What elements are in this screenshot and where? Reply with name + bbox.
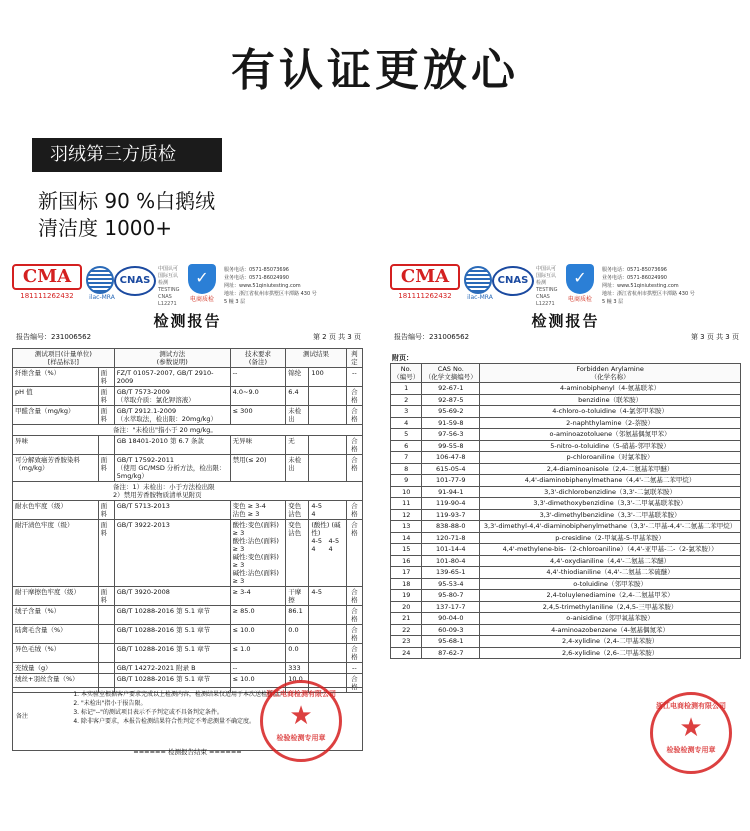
table-cell: 4	[391, 417, 422, 429]
table-cell: 3,3'-dichlorobenzidine（3,3'-二氯联苯胺）	[480, 486, 741, 498]
page-indicator: 第 3 页 共 3 页	[690, 333, 739, 341]
table-cell: 面料	[98, 520, 114, 587]
table-cell: 0.0	[286, 625, 309, 644]
table-cell: 101-14-4	[422, 544, 480, 556]
table-cell: 10	[391, 486, 422, 498]
shield-check-icon: ✓	[188, 264, 216, 294]
ilac-mra-icon	[86, 266, 114, 294]
table-cell: 87-62-7	[422, 647, 480, 659]
table-cell: 6	[391, 440, 422, 452]
table-cell: GB/T 3920-2008	[114, 587, 230, 606]
table-cell: 耐汗渍色牢度（级）	[13, 520, 99, 587]
table-row	[391, 636, 741, 648]
column-header: CAS No. （化学文摘编号）	[422, 364, 480, 383]
table-cell: 甲醛含量（mg/kg）	[13, 406, 99, 425]
certification-logos: CMA 181111262432 ilac-MRA CNAS 中国认可 国际互认 检测 TESTING CNAS L12271 ✓ 电商质检 服务电话：0571-85073696 业务电话：0571-86024990 网址：www.51qiniutesting.com 地址：浙江省杭州市拱墅区丰潭路 430 号 5 幢 3 层	[388, 260, 743, 304]
table-row	[391, 440, 741, 452]
table-row	[13, 436, 363, 455]
table-cell: ≥ 3-4	[230, 587, 286, 606]
table-row	[391, 532, 741, 544]
table-cell: 7	[391, 452, 422, 464]
table-cell: 95-69-2	[422, 406, 480, 418]
table-cell: 合格	[346, 455, 362, 482]
table-row	[391, 601, 741, 613]
table-cell: 8	[391, 463, 422, 475]
table-cell: 合格	[346, 587, 362, 606]
table-cell: (酸性) (碱性) 4-5 4-5 4 4	[309, 520, 346, 587]
table-row	[391, 567, 741, 579]
table-cell: 无	[286, 436, 309, 455]
table-cell: 面料	[98, 501, 114, 520]
table-cell: 面料	[98, 455, 114, 482]
table-cell: o-toluidine（邻甲苯胺）	[480, 578, 741, 590]
table-row	[13, 606, 363, 625]
lab-contact-info: 服务电话：0571-85073696 业务电话：0571-86024990 网址：www.51qiniutesting.com 地址：浙江省杭州市拱墅区丰潭路 430 号 5 幢 3 层	[224, 267, 317, 305]
table-row	[391, 590, 741, 602]
table-cell: 333	[286, 663, 309, 674]
table-cell: GB 18401-2010 第 6.7 条款	[114, 436, 230, 455]
table-cell: 异色毛绒（%）	[13, 644, 99, 663]
table-cell: 90-04-0	[422, 613, 480, 625]
table-cell: 禁用(≤ 20)	[230, 455, 286, 482]
test-report-page-3	[388, 260, 743, 770]
table-cell: ≤ 1.0	[230, 644, 286, 663]
ilac-mra-icon	[464, 266, 492, 294]
appendix-label: 附页：	[392, 354, 413, 362]
table-cell: 137-17-7	[422, 601, 480, 613]
table-row	[391, 509, 741, 521]
table-cell: 86.1	[286, 606, 309, 625]
table-cell: 4-aminoazobenzene（4-氨基偶氮苯）	[480, 624, 741, 636]
table-row	[13, 663, 363, 674]
column-header: No. （编号）	[391, 364, 422, 383]
table-cell	[309, 663, 346, 674]
table-cell	[98, 663, 114, 674]
cma-logo: CMA 181111262432	[12, 264, 82, 302]
table-cell: GB/T 10288-2016 第 5.1 章节	[114, 606, 230, 625]
table-cell: 合格	[346, 644, 362, 663]
table-cell: p-cresidine（2-甲氧基-5-甲基苯胺）	[480, 532, 741, 544]
table-cell: 异味	[13, 436, 99, 455]
table-cell: 未检出	[286, 406, 309, 425]
table-cell: ≤ 300	[230, 406, 286, 425]
table-row	[391, 521, 741, 533]
page-headline: 有认证更放心	[231, 45, 519, 96]
table-cell: 合格	[346, 674, 362, 693]
table-cell: 备注："未检出"指小于 20 mg/kg。	[13, 425, 363, 436]
table-cell: GB/T 2912.1-2009 （水萃取法，检出限：20mg/kg）	[114, 406, 230, 425]
table-cell	[98, 606, 114, 625]
table-cell: 91-59-8	[422, 417, 480, 429]
table-row	[391, 429, 741, 441]
table-cell: 838-88-0	[422, 521, 480, 533]
table-cell: 充绒量（g）	[13, 663, 99, 674]
table-cell: 92-67-1	[422, 383, 480, 395]
table-cell: --	[230, 663, 286, 674]
table-cell: 变色 ≥ 3-4 沾色 ≥ 3	[230, 501, 286, 520]
table-cell: 2	[391, 394, 422, 406]
table-cell: 17	[391, 567, 422, 579]
table-row	[391, 383, 741, 395]
table-row	[391, 647, 741, 659]
table-cell: 2-naphthylamine（2-萘胺）	[480, 417, 741, 429]
table-row	[13, 387, 363, 406]
table-cell: 4,4'-oxydianiline（4,4'-二氨基二苯醚）	[480, 555, 741, 567]
table-cell: 4,4'-methylene-bis-（2-chloroaniline）（4,4'-亚甲基-二-（2-氯苯胺））	[480, 544, 741, 556]
report-number: 报告编号：231006562	[16, 333, 92, 341]
table-cell	[309, 455, 346, 482]
report-end-marker: ====== 检测报告结束 ======	[133, 748, 242, 756]
table-cell: 21	[391, 613, 422, 625]
table-cell: 合格	[346, 625, 362, 644]
standard-line: 新国标 90 %白鹅绒	[38, 189, 216, 213]
table-cell: GB/T 3922-2013	[114, 520, 230, 587]
table-cell: 24	[391, 647, 422, 659]
table-cell: 面料	[98, 368, 114, 387]
table-cell: 3,3'-dimethoxybenzidine（3,3'-二甲氧基联苯胺）	[480, 498, 741, 510]
table-cell: GB/T 10288-2016 第 5.1 章节	[114, 625, 230, 644]
table-cell: 陆禽毛含量（%）	[13, 625, 99, 644]
table-cell: 9	[391, 475, 422, 487]
table-cell: 5	[391, 429, 422, 441]
lab-contact-info: 服务电话：0571-85073696 业务电话：0571-86024990 网址：www.51qiniutesting.com 地址：浙江省杭州市拱墅区丰潭路 430 号 5 幢 3 层	[602, 267, 695, 305]
table-cell: GB/T 10288-2016 第 5.1 章节	[114, 644, 230, 663]
table-cell: 95-80-7	[422, 590, 480, 602]
table-cell: 106-47-8	[422, 452, 480, 464]
table-cell: 91-94-1	[422, 486, 480, 498]
table-cell: 18	[391, 578, 422, 590]
table-cell: 合格	[346, 606, 362, 625]
table-cell: --	[230, 368, 286, 387]
table-cell	[98, 644, 114, 663]
table-cell: 2,6-xylidine（2,6-二甲基苯胺）	[480, 647, 741, 659]
table-cell: 3,3'-dimethyl-4,4'-diaminobiphenylmethane（3,3'-二甲基-4,4'-二氨基二苯甲烷）	[480, 521, 741, 533]
table-cell: 变色 沾色	[286, 501, 309, 520]
table-cell: 无异味	[230, 436, 286, 455]
table-cell: 97-56-3	[422, 429, 480, 441]
table-cell: 99-55-8	[422, 440, 480, 452]
table-cell: 面料	[98, 406, 114, 425]
table-header-row	[13, 349, 363, 368]
shield-check-icon: ✓	[566, 264, 594, 294]
table-cell: 615-05-4	[422, 463, 480, 475]
table-cell: 耐水色牢度（级）	[13, 501, 99, 520]
table-cell: GB/T 10288-2016 第 5.1 章节	[114, 674, 230, 693]
table-cell: 合格	[346, 520, 362, 587]
table-cell: FZ/T 01057-2007, GB/T 2910-2009	[114, 368, 230, 387]
table-row	[391, 578, 741, 590]
star-icon: ★	[289, 701, 313, 731]
table-cell: 4-5 4	[309, 501, 346, 520]
table-cell: benzidine（联苯胺）	[480, 394, 741, 406]
table-header-row	[391, 364, 741, 383]
cnas-logo: CNAS	[492, 266, 534, 296]
cma-logo: CMA 181111262432	[390, 264, 460, 302]
table-row	[391, 452, 741, 464]
table-cell: 耐干摩擦色牢度（级）	[13, 587, 99, 606]
table-cell: 2,4-toluylenediamine（2,4-二氨基甲苯）	[480, 590, 741, 602]
report-title: 检测报告	[531, 312, 600, 330]
table-cell: 11	[391, 498, 422, 510]
table-cell: --	[346, 368, 362, 387]
table-cell: 19	[391, 590, 422, 602]
table-row	[13, 625, 363, 644]
table-cell: 12	[391, 509, 422, 521]
column-header: 测试项目(计量单位) [样品标识]	[13, 349, 115, 368]
table-cell: 备注：1）未检出：小于方法检出限 2）禁用芳香胺物质清单见附页	[13, 482, 363, 501]
table-cell: 4-aminobiphenyl（4-氨基联苯）	[480, 383, 741, 395]
table-row	[391, 544, 741, 556]
table-row	[391, 486, 741, 498]
table-cell	[309, 644, 346, 663]
report-number: 报告编号：231006562	[394, 333, 470, 341]
table-row	[13, 368, 363, 387]
table-cell: o-aminoazotoluene（邻氨基偶氮甲苯）	[480, 429, 741, 441]
table-row	[391, 463, 741, 475]
table-cell: 92-87-5	[422, 394, 480, 406]
table-cell	[98, 436, 114, 455]
table-cell	[309, 436, 346, 455]
star-icon: ★	[679, 713, 703, 743]
table-cell: 139-65-1	[422, 567, 480, 579]
table-cell: 4,4'-thiodianiline（4,4'-二氨基二苯硫醚）	[480, 567, 741, 579]
table-cell: 95-53-4	[422, 578, 480, 590]
table-cell: 4.0~9.0	[230, 387, 286, 406]
cleanliness-line: 清洁度 1000+	[38, 216, 173, 240]
table-row	[13, 455, 363, 482]
test-results-table	[12, 348, 363, 693]
report-notes: 备注 1. 本实验室根据客户要求完成以上检测内容，检测结果仅适用于本次送检样品。 2. "未检出"指小于报告限。 3. 标记"--"的测试项目表示不予判定或不具备判定条件。 4. 除非客户要求，本报告检测结果符合性判定不考虑测量不确定度。	[12, 687, 363, 751]
table-cell: 1	[391, 383, 422, 395]
forbidden-arylamine-table	[390, 363, 741, 659]
table-cell: 0.0	[286, 644, 309, 663]
official-stamp: 浙江电商检测有限公司 ★ 检验检测专用章	[260, 680, 342, 762]
table-row	[391, 555, 741, 567]
table-cell: 合格	[346, 501, 362, 520]
table-row	[13, 644, 363, 663]
table-cell: 60-09-3	[422, 624, 480, 636]
table-cell: 变色 沾色	[286, 520, 309, 587]
table-cell: 未检出	[286, 455, 309, 482]
table-cell: 101-77-9	[422, 475, 480, 487]
table-cell: 100	[309, 368, 346, 387]
table-cell: p-chloroaniline（对氯苯胺）	[480, 452, 741, 464]
column-header: 测试方法 (参数说明)	[114, 349, 230, 368]
section-badge: 羽绒第三方质检	[32, 138, 222, 172]
table-cell: 20	[391, 601, 422, 613]
column-header: 技术要求 (备注)	[230, 349, 286, 368]
table-cell: 120-71-8	[422, 532, 480, 544]
table-cell: 锦纶	[286, 368, 309, 387]
table-row	[13, 425, 363, 436]
table-cell: ≤ 10.0	[230, 674, 286, 693]
table-row	[13, 406, 363, 425]
table-cell	[309, 406, 346, 425]
table-cell: 14	[391, 532, 422, 544]
table-cell: 22	[391, 624, 422, 636]
table-cell: 15	[391, 544, 422, 556]
table-cell	[309, 387, 346, 406]
table-cell: 119-93-7	[422, 509, 480, 521]
table-cell	[309, 606, 346, 625]
table-cell: 面料	[98, 387, 114, 406]
table-cell: 合格	[346, 387, 362, 406]
certification-logos: CMA 181111262432 ilac-MRA CNAS 中国认可 国际互认 检测 TESTING CNAS L12271 ✓ 电商质检 服务电话：0571-85073696 业务电话：0571-86024990 网址：www.51qiniutesting.com 地址：浙江省杭州市拱墅区丰潭路 430 号 5 幢 3 层	[10, 260, 365, 304]
table-cell: 干摩擦	[286, 587, 309, 606]
table-cell: GB/T 14272-2021 附录 B	[114, 663, 230, 674]
table-cell: 纤维含量（%）	[13, 368, 99, 387]
column-header: 测试结果	[286, 349, 346, 368]
column-header: Forbidden Arylamine （化学名称）	[480, 364, 741, 383]
table-cell: 面料	[98, 587, 114, 606]
table-row	[13, 501, 363, 520]
table-cell: 16	[391, 555, 422, 567]
table-cell: 3	[391, 406, 422, 418]
table-cell: 4-5	[309, 587, 346, 606]
table-cell: 4-chloro-o-toluidine（4-氯邻甲苯胺）	[480, 406, 741, 418]
table-cell: 10.0	[286, 674, 309, 693]
cnas-logo: CNAS	[114, 266, 156, 296]
table-cell: 23	[391, 636, 422, 648]
table-cell: GB/T 5713-2013	[114, 501, 230, 520]
table-cell: 2,4-xylidine（2,4-二甲基苯胺）	[480, 636, 741, 648]
table-cell: 119-90-4	[422, 498, 480, 510]
table-cell: 4,4'-diaminobiphenylmethane（4,4'-二氨基二苯甲烷）	[480, 475, 741, 487]
table-cell: 3,3'-dimethylbenzidine（3,3'-二甲基联苯胺）	[480, 509, 741, 521]
official-stamp: 浙江电商检测有限公司 ★ 检验检测专用章	[650, 692, 732, 774]
table-cell: GB/T 17592-2011 （使用 GC/MSD 分析方法，检出限：5mg/kg）	[114, 455, 230, 482]
table-cell: 绒子含量（%）	[13, 606, 99, 625]
table-row	[391, 624, 741, 636]
table-cell: pH 值	[13, 387, 99, 406]
table-cell: ≥ 85.0	[230, 606, 286, 625]
test-report-page-2	[10, 260, 365, 770]
table-row	[391, 475, 741, 487]
table-cell: 合格	[346, 436, 362, 455]
table-cell: 95-68-1	[422, 636, 480, 648]
table-cell: 可分解致癌芳香胺染料（mg/kg）	[13, 455, 99, 482]
table-row	[391, 394, 741, 406]
column-header: 判定	[346, 349, 362, 368]
table-cell: 6.4	[286, 387, 309, 406]
table-row	[391, 406, 741, 418]
table-cell: --	[346, 663, 362, 674]
table-row	[391, 613, 741, 625]
table-row	[391, 498, 741, 510]
table-cell: 101-80-4	[422, 555, 480, 567]
table-row	[13, 482, 363, 501]
table-cell: 13	[391, 521, 422, 533]
page-indicator: 第 2 页 共 3 页	[312, 333, 361, 341]
table-row	[391, 417, 741, 429]
report-title: 检测报告	[153, 312, 222, 330]
table-cell: 5-nitro-o-toluidine（5-硝基-邻甲苯胺）	[480, 440, 741, 452]
table-cell: 2,4-diaminoanisole（2,4-二氨基苯甲醚）	[480, 463, 741, 475]
table-cell: 2,4,5-trimethylaniline（2,4,5-三甲基苯胺）	[480, 601, 741, 613]
table-row	[13, 520, 363, 587]
table-cell: 酸性:变色(面料) ≥ 3 酸性:沾色(面料) ≥ 3 碱性:变色(面料) ≥ 3 碱性:沾色(面料) ≥ 3	[230, 520, 286, 587]
table-cell	[98, 625, 114, 644]
table-cell: GB/T 7573-2009 （萃取介质：氯化钾溶液）	[114, 387, 230, 406]
table-cell: o-anisidine（邻甲氧基苯胺）	[480, 613, 741, 625]
table-row	[13, 587, 363, 606]
table-cell: 合格	[346, 406, 362, 425]
table-cell	[309, 625, 346, 644]
table-cell: ≤ 10.0	[230, 625, 286, 644]
table-cell: 绒丝+羽丝含量（%）	[13, 674, 99, 693]
